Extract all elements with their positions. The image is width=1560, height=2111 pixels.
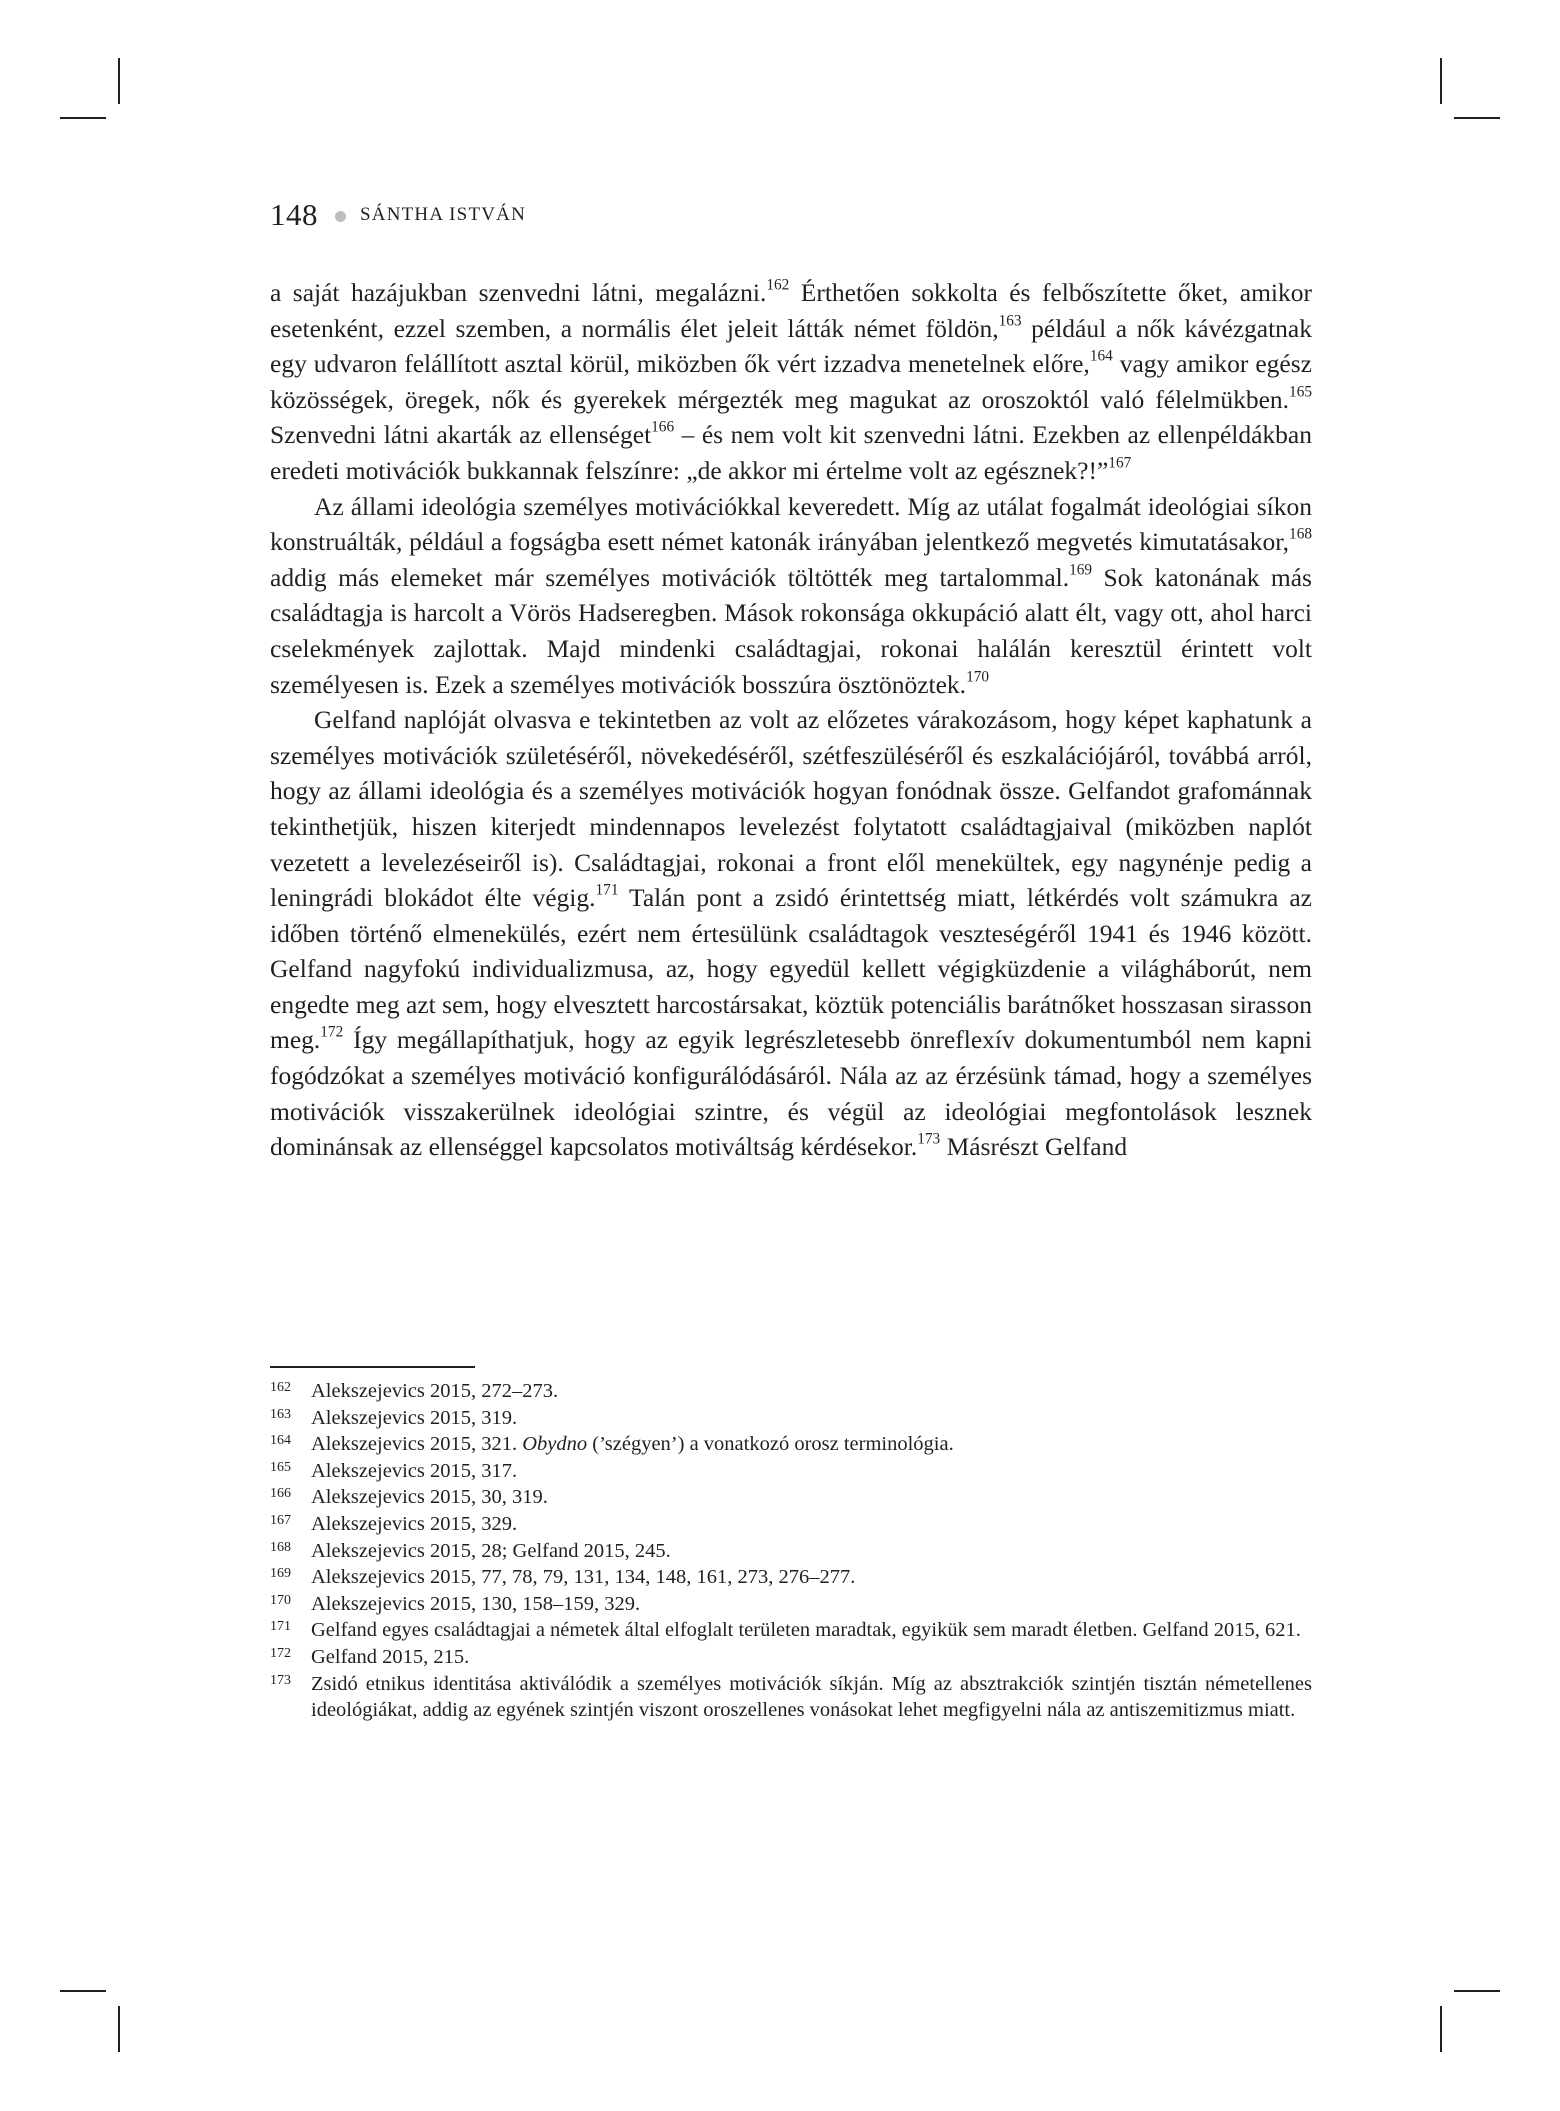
running-head-author: SÁNTHA ISTVÁN (360, 204, 527, 225)
footnote-172 (270, 1644, 1312, 1671)
main-text (270, 275, 1312, 1165)
footnote-169 (270, 1564, 1312, 1591)
footnote-163 (270, 1405, 1312, 1432)
footnote-number: 166 (270, 1486, 291, 1502)
page-header (270, 190, 526, 240)
footnote-ref-166[interactable]: 166 (651, 418, 675, 436)
crop-mark-bottom-left-h (60, 1990, 106, 1992)
text-run: vagy amikor egész közösségek, öregek, nők és gyerekek mérgezték meg magukat az oroszoktól való félelmükben. (270, 349, 1312, 414)
footnote-ref-170[interactable]: 170 (966, 668, 990, 686)
text-run: addig más elemeket már személyes motivációk töltötték meg tartalommal. (270, 562, 1070, 592)
footnote-italic-term: Obydno (522, 1433, 588, 1456)
footnote-168 (270, 1538, 1312, 1565)
footnote-ref-173[interactable]: 173 (917, 1130, 941, 1148)
crop-mark-bottom-right (1440, 2006, 1442, 2052)
footnote-164 (270, 1431, 1312, 1458)
footnote-text (311, 1431, 1312, 1458)
text-run: például a nők kávézgatnak egy udvaron felállított asztal körül, miközben ők vért izzadva menetelnek előre, (270, 313, 1312, 379)
footnote-ref-162[interactable]: 162 (766, 276, 790, 294)
footnote-173 (270, 1671, 1312, 1724)
footnote-ref-169[interactable]: 169 (1069, 561, 1093, 579)
footnote-number: 163 (270, 1406, 291, 1422)
footnote-number: 167 (270, 1512, 291, 1528)
footnote-text: Alekszejevics 2015, 28; Gelfand 2015, 245. (311, 1539, 671, 1562)
footnote-separator (270, 1366, 475, 1368)
paragraph-3 (270, 702, 1312, 1165)
footnote-ref-171[interactable]: 171 (595, 881, 619, 899)
footnote-text: Gelfand 2015, 215. (311, 1645, 470, 1668)
crop-mark-top-left-h (60, 117, 106, 119)
footnote-number: 168 (270, 1539, 291, 1555)
footnote-166 (270, 1484, 1312, 1511)
text-run: Sok katonának más családtagja is harcolt a Vörös Hadseregben. Mások rokonsága okkupáció alatt élt, vagy ott, ahol harci cselekmények zajlottak. Majd mindenki családtagjai, rokonai halálán keresztül érintett volt személyesen is. Ezek a személyes motivációk bosszúra ösztönöztek. (270, 562, 1312, 699)
footnote-number: 170 (270, 1592, 291, 1608)
footnote-162 (270, 1378, 1312, 1405)
footnote-167 (270, 1511, 1312, 1538)
page-number: 148 (270, 197, 318, 232)
footnote-ref-165[interactable]: 165 (1289, 383, 1312, 401)
crop-mark-bottom-right-h (1454, 1990, 1500, 1992)
footnote-ref-167[interactable]: 167 (1108, 454, 1132, 472)
crop-mark-top-right-h (1454, 117, 1500, 119)
footnote-text: Alekszejevics 2015, 30, 319. (311, 1486, 548, 1509)
footnote-text: Zsidó etnikus identitása aktiválódik a személyes motivációk síkján. Míg az absztrakciók szintjén tisztán németellenes ideológiákat, addig az egyének szintjén viszont oroszellenes vonásokat lehet megfigyelni nála az antiszemitizmus miatt. (311, 1672, 1312, 1722)
footnote-170 (270, 1591, 1312, 1618)
crop-mark-top-right (1440, 58, 1442, 104)
footnote-171 (270, 1617, 1312, 1644)
footnote-ref-163[interactable]: 163 (998, 312, 1022, 330)
footnote-text: Alekszejevics 2015, 77, 78, 79, 131, 134, 148, 161, 273, 276–277. (311, 1566, 856, 1589)
footnote-ref-168[interactable]: 168 (1289, 525, 1312, 543)
paragraph-2 (270, 489, 1312, 703)
footnote-number: 173 (270, 1672, 291, 1688)
footnotes (270, 1378, 1312, 1724)
footnote-number: 164 (270, 1433, 291, 1449)
footnote-ref-164[interactable]: 164 (1089, 347, 1113, 365)
text-run: Így megállapíthatjuk, hogy az egyik legrészletesebb önreflexív dokumentumból nem kapni fogódzókat a személyes motiváció konfigurálódásáról. Nála az az érzésünk támad, hogy a személyes motivációk visszakerülnek ideológiai szintre, és végül az ideológiai megfontolások lesznek dominánsak az ellenséggel kapcsolatos motiváltság kérdésekor. (270, 1025, 1312, 1162)
footnote-text: Alekszejevics 2015, 272–273. (311, 1380, 559, 1402)
footnote-165 (270, 1458, 1312, 1485)
text-run: Az állami ideológia személyes motivációkkal keveredett. Míg az utálat fogalmát ideológiai síkon konstruálták, például a fogságba esett német katonák irányában jelentkező megvetés kimutatásakor, (270, 491, 1312, 557)
footnote-text: Alekszejevics 2015, 319. (311, 1406, 518, 1429)
footnote-number: 171 (270, 1619, 291, 1635)
text-run: a saját hazájukban szenvedni látni, megalázni. (270, 278, 767, 307)
footnote-text: Alekszejevics 2015, 317. (311, 1459, 518, 1482)
footnote-number: 162 (270, 1380, 291, 1395)
crop-mark-top-left (118, 58, 120, 104)
footnote-text-part: (’szégyen’) a vonatkozó orosz terminológia. (587, 1433, 954, 1456)
footnote-number: 172 (270, 1645, 291, 1661)
text-run: Másrészt Gelfand (940, 1132, 1128, 1162)
text-run: Gelfand naplóját olvasva e tekintetben az volt az előzetes várakozásom, hogy képet kaphatunk a személyes motivációk születéséről, növekedéséről, szétfeszüléséről és eszkalációjáról, továbbá arról, hogy az állami ideológia és a személyes motivációk hogyan fonódnak össze. Gelfandot grafománnak tekinthetjük, hiszen kiterjedt mindennapos levelezést folytatott családtagjaival (miközben naplót vezetett a levelezéseiről is). Családtagjai, rokonai a front elől menekültek, egy nagynénje pedig a leningrádi blokádot élte végig. (270, 705, 1312, 913)
footnote-text: Alekszejevics 2015, 130, 158–159, 329. (311, 1592, 641, 1615)
text-run: Érthetően sokkolta és felbőszítette őket, amikor esetenként, ezzel szemben, a normális élet jeleit látták német földön, (270, 278, 1312, 343)
footnote-ref-172[interactable]: 172 (320, 1024, 344, 1041)
crop-mark-bottom-left (118, 2006, 120, 2052)
text-run: – és nem volt kit szenvedni látni. Ezekben az ellenpéldákban eredeti motivációk bukkannak felszínre: „de akkor mi értelme volt az egésznek?!” (270, 420, 1312, 485)
text-run: Talán pont a zsidó érintettség miatt, létkérdés volt számukra az időben történő elmenekülés, ezért nem értesülünk családtagok veszteségéről 1941 és 1946 között. Gelfand nagyfokú individualizmusa, az, hogy egyedül kellett végigküzdenie a világháborút, nem engedte meg azt sem, hogy elvesztett harcostársakat, köztük potenciális barátnőket hosszasan sirasson meg. (270, 883, 1312, 1055)
footnote-number: 165 (270, 1459, 291, 1475)
text-run: Szenvedni látni akarták az ellenséget (270, 420, 652, 450)
footnote-text: Alekszejevics 2015, 329. (311, 1512, 518, 1535)
footnote-text: Gelfand egyes családtagjai a németek által elfoglalt területen maradtak, egyikük sem maradt életben. Gelfand 2015, 621. (311, 1619, 1301, 1642)
footnote-number: 169 (270, 1566, 291, 1582)
header-bullet (335, 211, 346, 222)
footnote-text-part: Alekszejevics 2015, 321. (311, 1433, 523, 1456)
paragraph-1 (270, 275, 1312, 489)
